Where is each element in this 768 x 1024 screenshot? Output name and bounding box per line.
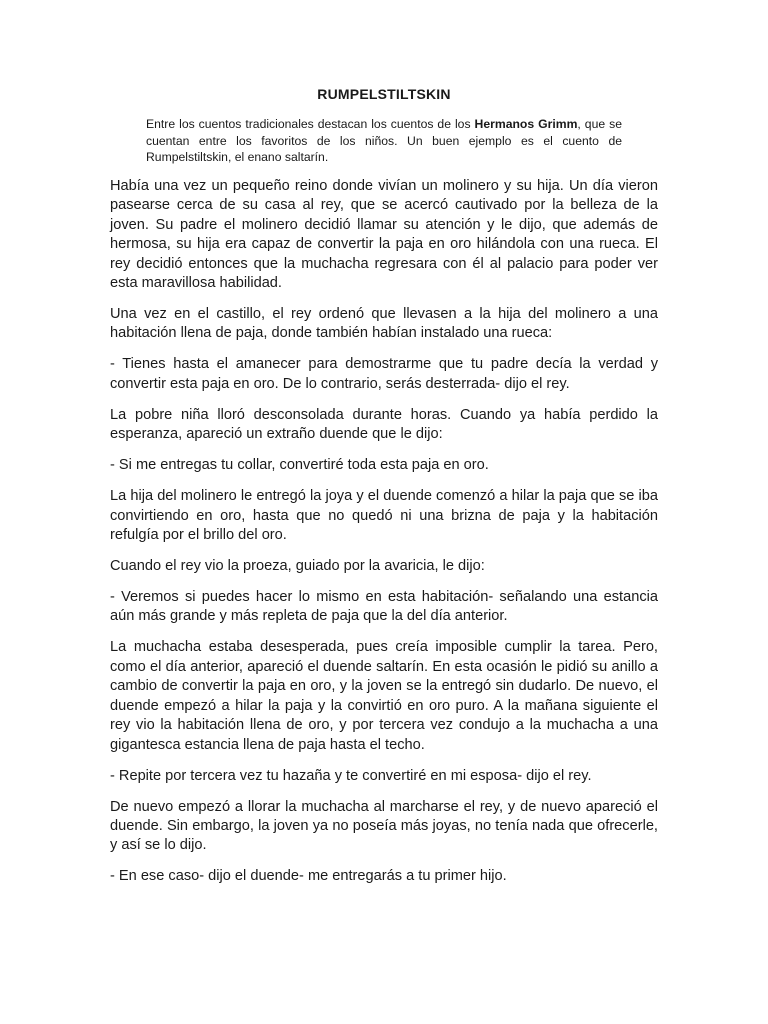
story-paragraph-2: Una vez en el castillo, el rey ordenó que llevasen a la hija del molinero a una habitación llena de paja, donde también habían instalado una rueca: — [110, 306, 658, 342]
story-paragraph-9: La muchacha estaba desesperada, pues creía imposible cumplir la tarea. Pero, como el día anterior, apareció el duende saltarín. En esta ocasión le pidió su anillo a cambio de convertir la paja en oro, y la joven se la entregó sin dudarlo. De nuevo, el duende empezó a hilar la paja y la convirtió en oro puro. A la mañana siguiente el rey vio la habitación llena de oro, y por tercera vez condujo a la muchacha a una gigantesca estancia llena de paja hasta el techo. — [110, 639, 658, 753]
story-paragraph-10: - Repite por tercera vez tu hazaña y te convertiré en mi esposa- dijo el rey. — [110, 767, 592, 784]
story-paragraph-12: - En ese caso- dijo el duende- me entregarás a tu primer hijo. — [110, 868, 507, 885]
intro-text-bold: Hermanos Grimm — [474, 117, 578, 131]
story-paragraph-7: Cuando el rey vio la proeza, guiado por la avaricia, le dijo: — [110, 558, 485, 575]
story-body — [110, 177, 658, 898]
story-paragraph-5: - Si me entregas tu collar, convertiré toda esta paja en oro. — [110, 457, 489, 474]
intro-text-after: , que se cuentan entre los favoritos de los niños. Un buen ejemplo es el cuento de Rumpelstiltskin, el enano saltarín. — [146, 117, 622, 164]
story-paragraph-3: - Tienes hasta el amanecer para demostrarme que tu padre decía la verdad y convertir esta paja en oro. De lo contrario, serás desterrada- dijo el rey. — [110, 356, 658, 392]
story-paragraph-1: Había una vez un pequeño reino donde vivían un molinero y su hija. Un día vieron pasearse cerca de su casa al rey, que se acercó cautivado por la belleza de la joven. Su padre el molinero decidió llamar su atención y le dijo, que además de hermosa, su hija era capaz de convertir la paja en oro hilándola con una rueca. El rey decidió entonces que la muchacha regresara con él al palacio para poder ver esta maravillosa habilidad. — [110, 178, 658, 292]
story-paragraph-8: - Veremos si puedes hacer lo mismo en esta habitación- señalando una estancia aún más grande y más repleta de paja que la del día anterior. — [110, 589, 658, 625]
story-paragraph-6: La hija del molinero le entregó la joya y el duende comenzó a hilar la paja que se iba convirtiendo en oro, hasta que no quedó ni una brizna de paja y la habitación refulgía por el brillo del oro. — [110, 488, 658, 544]
story-paragraph-11: De nuevo empezó a llorar la muchacha al marcharse el rey, y de nuevo apareció el duende. Sin embargo, la joven ya no poseía más joyas, no tenía nada que ofrecerle, y así se lo dijo. — [110, 798, 658, 854]
intro-paragraph — [146, 116, 622, 166]
story-paragraph-4: La pobre niña lloró desconsolada durante horas. Cuando ya había perdido la esperanza, apareció un extraño duende que le dijo: — [110, 406, 658, 443]
intro-text-before: Entre los cuentos tradicionales destacan los cuentos de los — [146, 117, 475, 131]
document-title: RUMPELSTILTSKIN — [317, 86, 451, 102]
